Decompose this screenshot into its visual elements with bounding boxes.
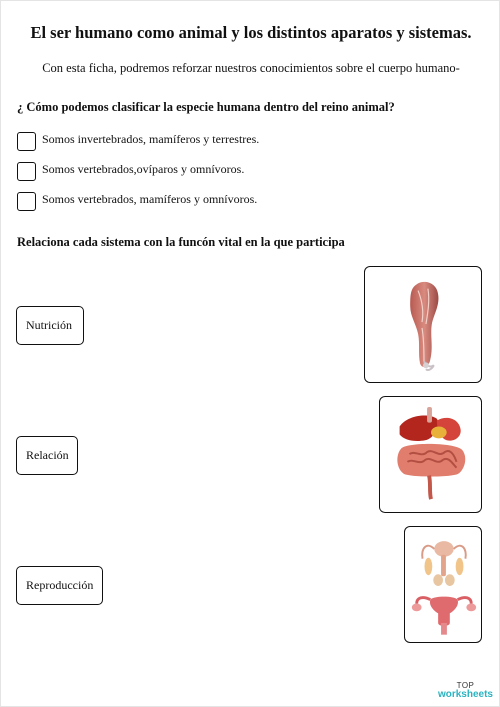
match-image-digestive[interactable] xyxy=(379,396,482,513)
match-image-reproductive[interactable] xyxy=(404,526,482,643)
match-box-nutricion[interactable]: Nutrición xyxy=(16,306,84,345)
option-3[interactable] xyxy=(17,191,257,211)
match-box-reproduccion[interactable]: Reproducción xyxy=(16,566,103,605)
option-3-checkbox[interactable] xyxy=(17,192,36,211)
reproductive-system-icon xyxy=(405,527,481,642)
option-2[interactable] xyxy=(17,161,244,181)
option-1[interactable] xyxy=(17,131,259,151)
brand-bottom-text: worksheets xyxy=(437,689,493,700)
digestive-system-icon xyxy=(380,397,481,512)
match-box-relacion[interactable]: Relación xyxy=(16,436,78,475)
option-2-checkbox[interactable] xyxy=(17,162,36,181)
worksheet-subtitle: Con esta ficha, podremos reforzar nuestros conocimientos sobre el cuerpo humano- xyxy=(42,61,460,75)
matching-instruction: Relaciona cada sistema con la funcón vital en la que participa xyxy=(17,235,345,249)
option-3-label: Somos vertebrados, mamíferos y omnívoros. xyxy=(42,192,258,206)
brand-logo xyxy=(438,682,493,700)
match-image-muscle[interactable] xyxy=(364,266,482,383)
option-2-label: Somos vertebrados,ovíparos y omnívoros. xyxy=(42,162,245,176)
brand-top-text: TOP xyxy=(456,681,475,690)
muscle-arm-icon xyxy=(365,267,481,382)
option-1-checkbox[interactable] xyxy=(17,132,36,151)
question-classification: ¿ Cómo podemos clasificar la especie humana dentro del reino animal? xyxy=(17,100,395,114)
option-1-label: Somos invertebrados, mamíferos y terrestres. xyxy=(42,132,260,146)
worksheet-title: El ser humano como animal y los distintos aparatos y sistemas. xyxy=(30,23,472,42)
